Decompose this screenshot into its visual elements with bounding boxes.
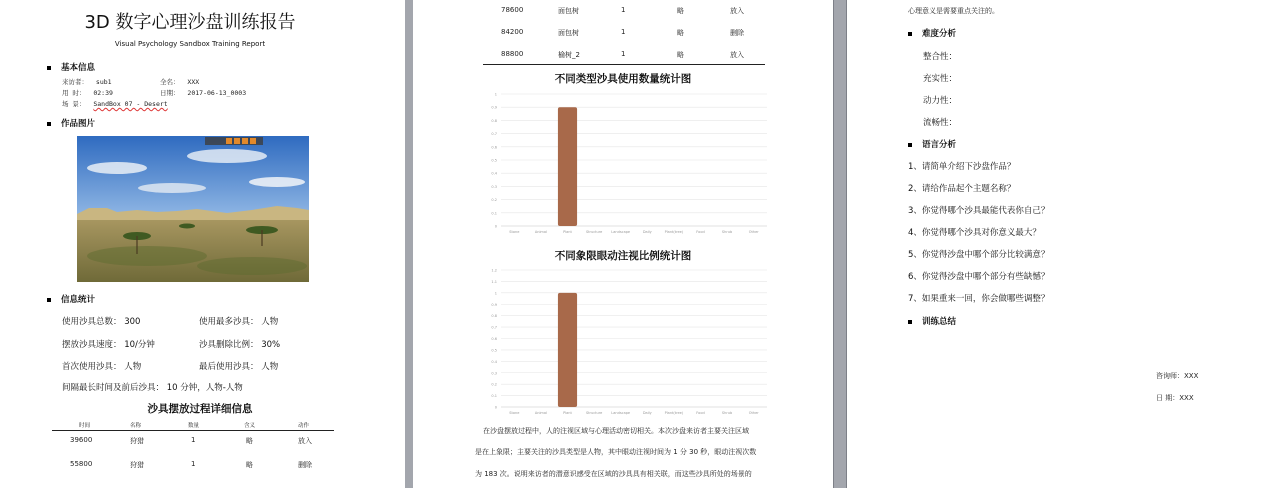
- counselor-value: XXX: [1184, 372, 1199, 380]
- bar-chart-types: [485, 88, 775, 238]
- x-tick-label: Stone: [509, 411, 520, 415]
- report-subtitle: Visual Psychology Sandbox Training Report: [114, 40, 266, 48]
- table-cell: 84200: [501, 28, 524, 36]
- analysis-line: 是在上象限；主要关注的沙具类型是人物，其中眼动注视时间为 1 分 30 秒，眼动注视次数: [475, 448, 757, 456]
- chart-title-quadrants: 不同象限眼动注视比例统计图: [554, 250, 692, 262]
- table-cell: 狩猎: [130, 437, 144, 445]
- y-tick-label: 0: [494, 224, 497, 229]
- stat-label: 最后使用沙具：: [199, 362, 259, 372]
- visitor-label: 来访者：: [62, 78, 88, 86]
- table-cell: 略: [677, 51, 684, 59]
- x-tick-label: Plant: [563, 411, 572, 415]
- y-tick-label: 0.9: [491, 302, 497, 307]
- stat-value: 人物: [124, 362, 142, 372]
- x-tick-label: Other: [748, 411, 759, 415]
- bullet-square: [908, 32, 912, 36]
- table-cell: 78600: [501, 6, 524, 14]
- x-tick-label: Other: [748, 230, 759, 234]
- stat-value: 300: [124, 317, 141, 327]
- y-tick-label: 0.9: [491, 105, 497, 110]
- scene-value: SandBox 07 - Desert: [93, 100, 168, 108]
- y-tick-label: 0.1: [491, 394, 497, 399]
- language-question: 6、你觉得沙盘中哪个部分有些缺憾？: [908, 272, 1050, 282]
- language-question: 2、请给作品起个主题名称？: [908, 184, 1016, 194]
- bar: [558, 107, 577, 226]
- language-question: 1、请简单介绍下沙盘作品？: [908, 162, 1016, 172]
- scene-label: 场 景：: [62, 100, 86, 108]
- table-row: [485, 28, 775, 38]
- report-page-3: [847, 0, 1267, 488]
- bullet-square: [47, 66, 51, 70]
- time-line: [62, 88, 113, 97]
- stat-value: 人物: [261, 317, 279, 327]
- stat-speed: [62, 338, 155, 350]
- table-cell: 略: [677, 7, 684, 15]
- stat-value: 人物: [261, 362, 279, 372]
- table-cell: 删除: [298, 461, 312, 469]
- stat-label: 使用最多沙具：: [199, 317, 259, 327]
- bar: [558, 293, 577, 407]
- table-cell: 放入: [730, 51, 744, 59]
- x-tick-label: Shrub: [721, 230, 733, 234]
- table-rule: [483, 64, 765, 65]
- bullet-square: [908, 143, 912, 147]
- y-tick-label: 0.5: [491, 158, 497, 163]
- analysis-conclusion: 心理意义是需要重点关注的。: [908, 7, 999, 15]
- x-tick-label: Food: [696, 230, 705, 234]
- fullname-line: [160, 77, 199, 86]
- language-question: 5、你觉得沙盘中哪个部分比较满意？: [908, 250, 1050, 260]
- difficulty-item: 整合性：: [923, 52, 958, 62]
- visitor-value: sub1: [95, 78, 112, 86]
- chart-title-types: 不同类型沙具使用数量统计图: [554, 73, 692, 85]
- x-tick-label: Landscape: [611, 411, 631, 415]
- counselor-label: 咨询师：: [1156, 372, 1184, 380]
- table-header-cell: 名称: [130, 423, 142, 429]
- sandbox-work-image: [77, 136, 309, 282]
- date-line: [160, 88, 246, 97]
- y-tick-label: 0.6: [491, 145, 497, 150]
- y-tick-label: 0: [494, 405, 497, 410]
- fullname-value: XXX: [187, 78, 200, 86]
- table-cell: 榆树_2: [558, 51, 580, 59]
- table-cell: 1: [191, 460, 196, 468]
- bullet-square: [908, 320, 912, 324]
- x-tick-label: Stone: [509, 230, 520, 234]
- x-tick-label: Animal: [534, 411, 547, 415]
- table-cell: 放入: [730, 7, 744, 15]
- stat-label: 摆放沙具速度：: [62, 340, 122, 350]
- x-tick-label: Landscape: [611, 230, 631, 234]
- section-heading: 基本信息: [61, 63, 96, 73]
- table-cell: 略: [677, 29, 684, 37]
- stat-label: 首次使用沙具：: [62, 362, 122, 372]
- section-heading: 训练总结: [922, 317, 957, 327]
- difficulty-item: 充实性：: [923, 74, 958, 84]
- stat-label: 间隔最长时间及前后沙具：: [62, 383, 165, 393]
- table-cell: 放入: [298, 437, 312, 445]
- table-row: [485, 50, 775, 60]
- counselor-line: [1156, 371, 1198, 381]
- x-tick-label: Daily: [642, 411, 652, 415]
- x-tick-label: Structure: [585, 411, 603, 415]
- section-heading: 作品图片: [61, 119, 96, 129]
- x-tick-label: Plant: [563, 230, 572, 234]
- y-tick-label: 0.3: [491, 184, 497, 189]
- analysis-line: 为 183 次。说明来访者的潜意识感受在区域的沙具具有相关联，而这些沙具所处的场景的: [475, 470, 752, 478]
- x-tick-label: Shrub: [721, 411, 733, 415]
- x-tick-label: Plant(tree): [664, 411, 684, 415]
- report-title: 3D 数字心理沙盘训练报告: [84, 12, 296, 33]
- stat-most-used: [199, 315, 278, 327]
- stat-label: 使用沙具总数：: [62, 317, 122, 327]
- table-header-cell: 数量: [188, 423, 200, 429]
- table-row: [485, 6, 775, 16]
- date-label: 日期：: [160, 89, 180, 97]
- y-tick-label: 0.6: [491, 337, 497, 341]
- section-language: [908, 138, 956, 150]
- language-question: 7、如果重来一回，你会做哪些调整？: [908, 294, 1050, 304]
- x-tick-label: Structure: [585, 230, 603, 234]
- y-tick-label: 0.4: [491, 359, 497, 364]
- time-label: 用 时：: [62, 89, 86, 97]
- fullname-label: 全名：: [160, 78, 180, 86]
- table-header-cell: 含义: [244, 423, 256, 429]
- stat-total: [62, 315, 140, 327]
- scene-line: [62, 99, 168, 108]
- language-question: 4、你觉得哪个沙具对你意义最大？: [908, 228, 1041, 238]
- stat-first: [62, 360, 141, 372]
- x-tick-label: Daily: [642, 230, 652, 234]
- section-difficulty: [908, 27, 956, 39]
- y-tick-label: 0.7: [491, 325, 497, 330]
- stat-value: 10/分钟: [124, 340, 155, 350]
- table-cell: 狩猎: [130, 461, 144, 469]
- y-tick-label: 1.1: [491, 279, 497, 284]
- table-cell: 1: [191, 436, 196, 444]
- table-rule: [52, 430, 334, 431]
- table-cell: 面包树: [558, 29, 579, 37]
- table-cell: 1: [621, 50, 626, 58]
- y-tick-label: 0.4: [491, 171, 497, 176]
- language-question: 3、你觉得哪个沙具最能代表你自己？: [908, 206, 1050, 216]
- section-basic-info: [47, 61, 95, 73]
- y-tick-label: 0.5: [491, 348, 497, 353]
- difficulty-item: 动力性：: [923, 96, 958, 106]
- table-cell: 39600: [70, 436, 93, 444]
- stat-interval: [62, 381, 243, 393]
- table-header-cell: 动作: [298, 423, 310, 429]
- section-stats: [47, 293, 95, 305]
- y-tick-label: 0.3: [491, 371, 497, 376]
- y-tick-label: 1: [494, 92, 497, 97]
- page-gap: [834, 0, 846, 488]
- date-sign-value: XXX: [1179, 394, 1194, 402]
- difficulty-item: 流畅性：: [923, 118, 958, 128]
- table-cell: 1: [621, 6, 626, 14]
- desert-scene-illustration: [77, 136, 309, 282]
- stat-last: [199, 360, 278, 372]
- table-cell: 面包树: [558, 7, 579, 15]
- report-page-1: [0, 0, 405, 488]
- y-tick-label: 0.8: [491, 314, 497, 319]
- y-tick-label: 1.2: [491, 268, 497, 273]
- date-sign-line: [1156, 393, 1194, 403]
- page-gap: [405, 0, 413, 488]
- x-tick-label: Plant(tree): [664, 230, 684, 234]
- y-tick-label: 0.8: [491, 118, 497, 123]
- bullet-square: [47, 122, 51, 126]
- y-tick-label: 1: [494, 291, 497, 296]
- x-tick-label: Animal: [534, 230, 547, 234]
- table-title: 沙具摆放过程详细信息: [147, 403, 253, 415]
- bullet-square: [47, 298, 51, 302]
- section-heading: 难度分析: [922, 29, 957, 39]
- table-cell: 1: [621, 28, 626, 36]
- date-sign-label: 日 期：: [1156, 394, 1180, 402]
- stat-label: 沙具删除比例：: [199, 340, 259, 350]
- y-tick-label: 0.7: [491, 132, 497, 137]
- visitor-line: [62, 77, 112, 86]
- y-tick-label: 0.2: [491, 382, 497, 387]
- table-row: [52, 436, 332, 446]
- section-heading: 语言分析: [922, 140, 957, 150]
- table-cell: 略: [246, 437, 253, 445]
- x-tick-label: Food: [696, 411, 705, 415]
- section-heading: 信息统计: [61, 295, 96, 305]
- section-summary: [908, 315, 956, 327]
- analysis-line: 在沙盘摆放过程中，人的注视区域与心理活动密切相关。本次沙盘来访者主要关注区域: [483, 427, 749, 435]
- date-value: 2017-06-13_0003: [187, 89, 247, 97]
- report-page-2: [413, 0, 833, 488]
- stat-delete-ratio: [199, 338, 280, 350]
- y-tick-label: 0.2: [491, 198, 497, 203]
- time-value: 02:39: [93, 89, 113, 97]
- stat-value: 30%: [261, 340, 281, 350]
- table-header-cell: 时间: [79, 423, 91, 429]
- bar-chart-quadrants: [485, 264, 775, 419]
- table-cell: 55800: [70, 460, 93, 468]
- table-row: [52, 460, 332, 470]
- section-work-image: [47, 117, 95, 129]
- table-cell: 删除: [730, 29, 744, 37]
- y-tick-label: 0.1: [491, 211, 497, 216]
- table-header-row: [52, 421, 332, 430]
- table-cell: 略: [246, 461, 253, 469]
- table-cell: 88800: [501, 50, 524, 58]
- stat-value: 10 分钟，人物-人物: [166, 383, 243, 393]
